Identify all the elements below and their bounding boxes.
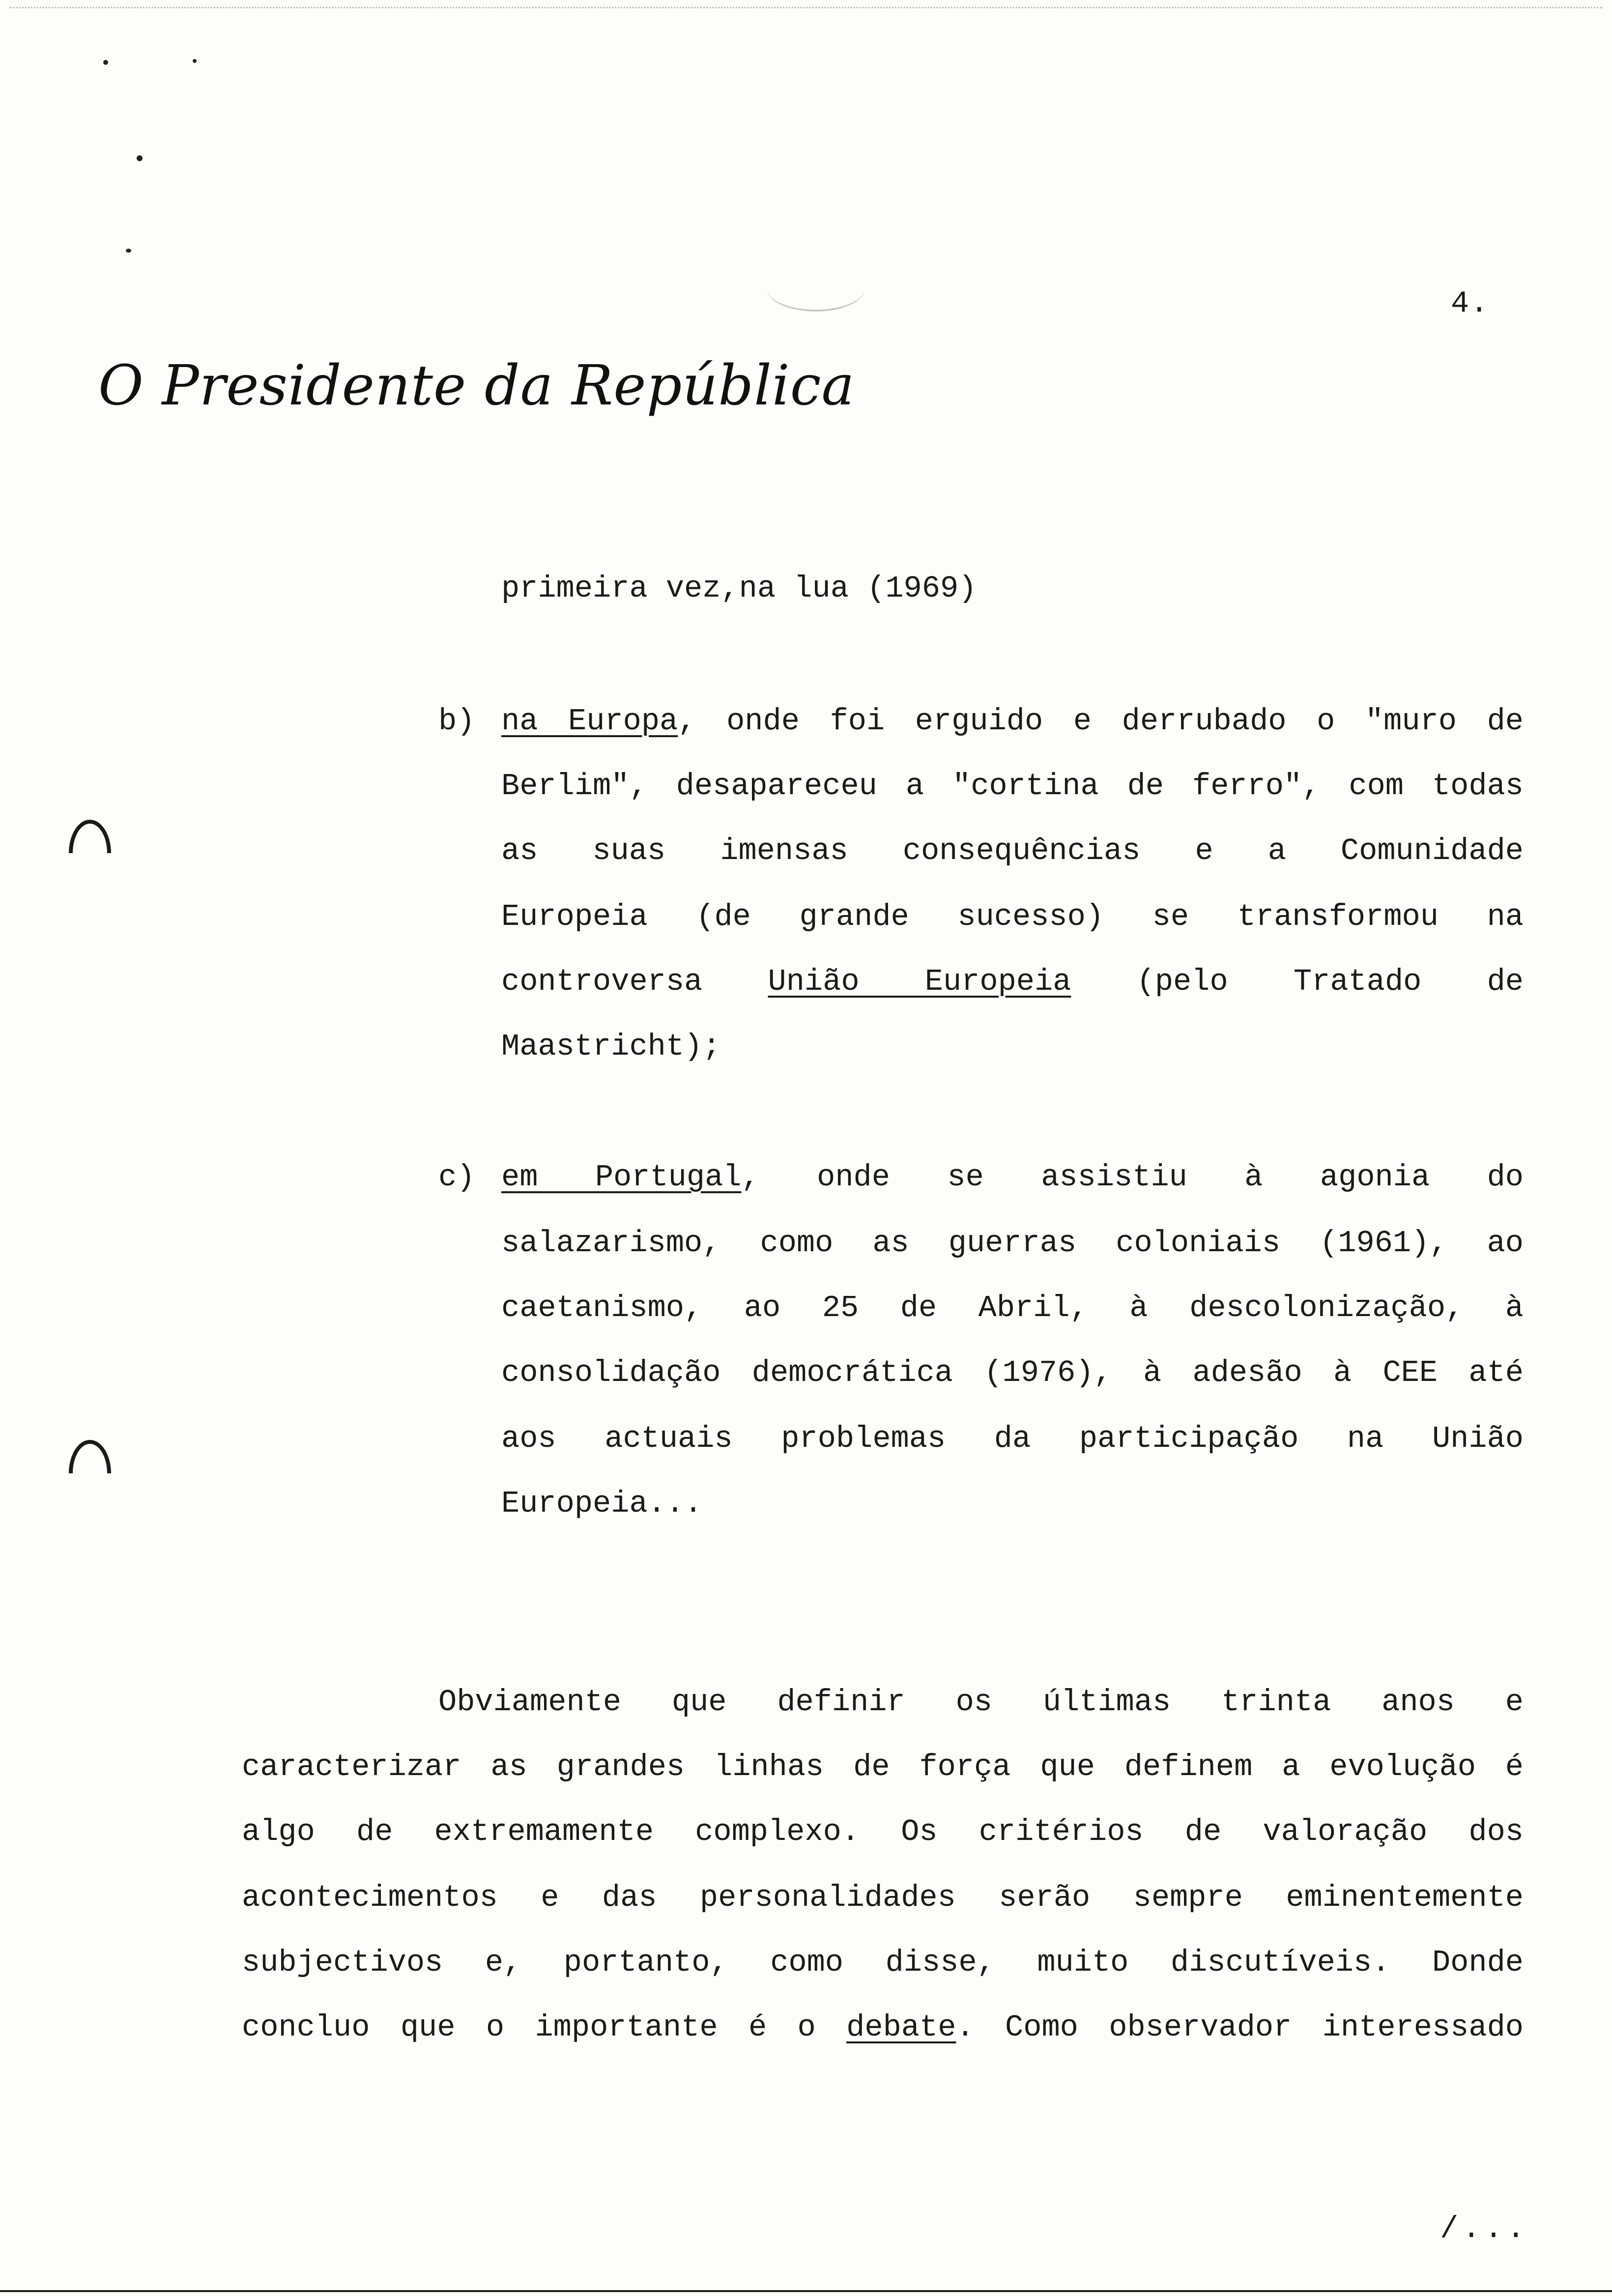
text-line: as suas imensas consequências e a Comunidade — [501, 833, 1524, 868]
text-line: na Europa, onde foi erguido e derrubado o "muro de — [501, 704, 1524, 739]
text-line: Europeia (de grande sucesso) se transformou na — [501, 899, 1524, 934]
text-line: caetanismo, ao 25 de Abril, à descolonização, à — [501, 1291, 1524, 1325]
text-line: Europeia... — [501, 1486, 703, 1521]
text-line: concluo que o importante é o debate. Como observador interessado — [242, 2010, 1524, 2045]
page-number: 4. — [1451, 286, 1490, 321]
text-line: Berlim", desapareceu a "cortina de ferro", com todas — [501, 769, 1524, 804]
continuation-line: primeira vez,na lua (1969) — [501, 571, 977, 606]
punch-hole-mark — [69, 1440, 111, 1473]
text-line: consolidação democrática (1976), à adesão à CEE até — [501, 1355, 1524, 1390]
punch-hole-mark — [69, 820, 111, 853]
bottom-edge-rule — [0, 2290, 1612, 2292]
text-line: em Portugal, onde se assistiu à agonia do — [501, 1160, 1524, 1195]
scan-speck — [103, 60, 108, 65]
text-line: Obviamente que definir os últimas trinta anos e — [438, 1685, 1524, 1720]
scan-speck — [193, 59, 197, 63]
text-line: controversa União Europeia (pelo Tratado de — [501, 964, 1524, 999]
top-edge-rule — [10, 7, 1602, 8]
list-marker: c) — [438, 1160, 475, 1195]
scan-speck — [137, 155, 143, 161]
continuation-mark: /... — [1440, 2211, 1529, 2246]
scan-smudge — [767, 265, 865, 312]
text-line: caracterizar as grandes linhas de força que definem a evolução é — [242, 1750, 1524, 1784]
underlined-phrase: debate — [846, 2010, 956, 2045]
letterhead: O Presidente da República — [98, 354, 855, 418]
list-marker: b) — [438, 704, 475, 739]
scan-speck — [126, 249, 131, 253]
text-line: algo de extremamente complexo. Os critérios de valoração dos — [242, 1814, 1524, 1849]
text-line: aos actuais problemas da participação na União — [501, 1421, 1524, 1456]
text-line: salazarismo, como as guerras coloniais (1961), ao — [501, 1226, 1524, 1261]
underlined-phrase: em Portugal — [501, 1160, 742, 1195]
text-line: subjectivos e, portanto, como disse, muito discutíveis. Donde — [242, 1945, 1524, 1980]
underlined-phrase: União Europeia — [768, 964, 1071, 999]
text-line: acontecimentos e das personalidades serão sempre eminentemente — [242, 1880, 1524, 1915]
underlined-phrase: na Europa — [501, 704, 678, 739]
text-line: Maastricht); — [501, 1029, 721, 1064]
